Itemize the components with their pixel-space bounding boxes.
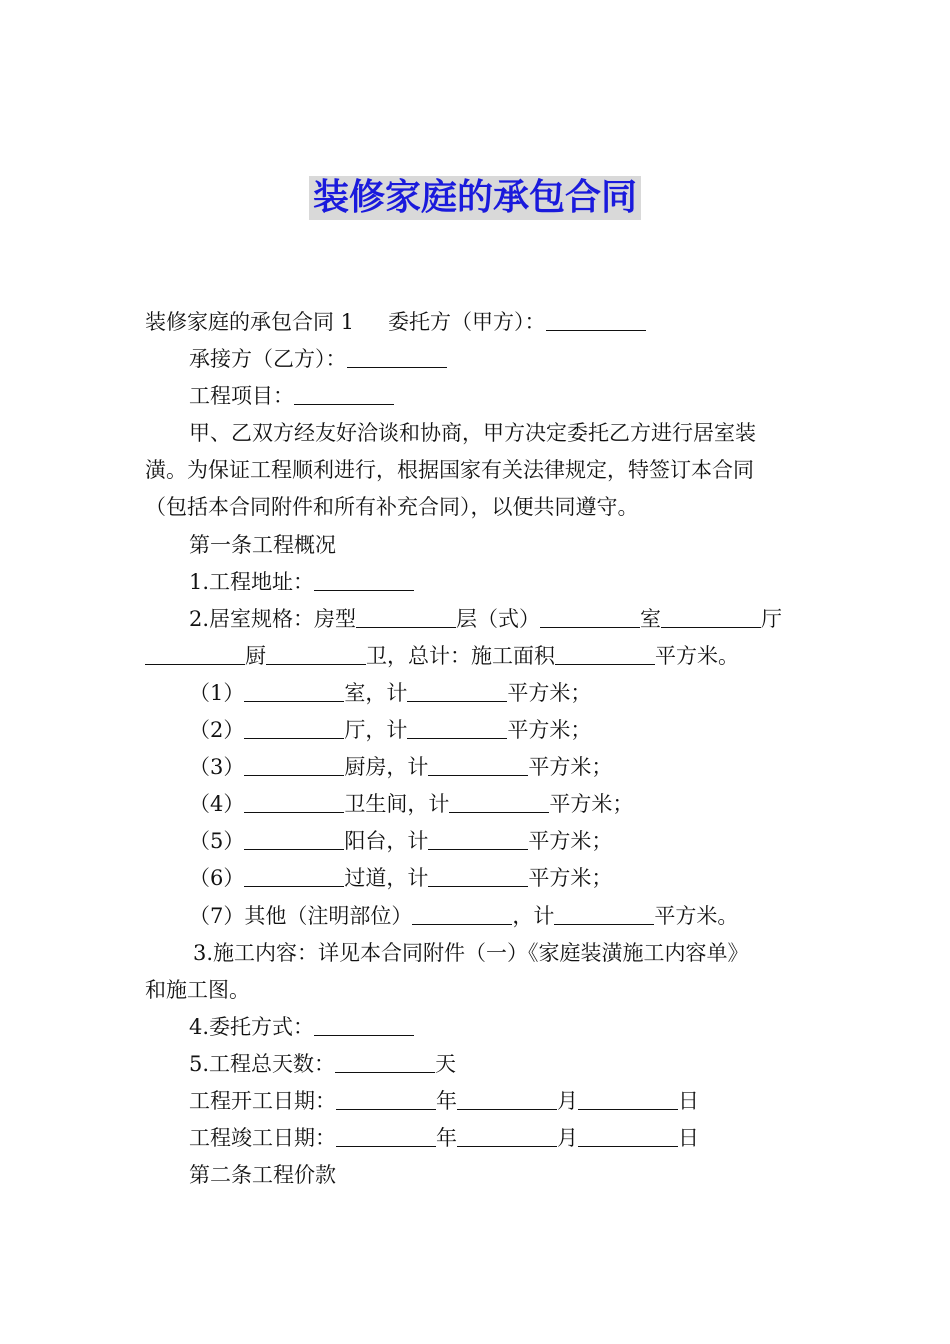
line-text: 承接方（乙方）： — [189, 347, 347, 372]
line-text: （7）其他（注明部位） — [189, 903, 413, 928]
document-line — [145, 1009, 810, 1046]
document-line — [145, 415, 810, 452]
fill-in-blank[interactable] — [578, 1124, 678, 1147]
fill-in-blank[interactable] — [578, 1087, 678, 1110]
document-line — [145, 638, 810, 675]
fill-in-blank[interactable] — [356, 605, 456, 628]
line-text: 平方米； — [528, 866, 613, 891]
fill-in-blank[interactable] — [661, 605, 761, 628]
document-line — [145, 898, 810, 935]
document-title: 装修家庭的承包合同 — [309, 176, 641, 220]
fill-in-blank[interactable] — [314, 1013, 414, 1036]
line-text: 4.委托方式： — [189, 1014, 315, 1039]
fill-in-blank[interactable] — [428, 753, 528, 776]
line-text: 平方米； — [528, 755, 613, 780]
document-line — [145, 527, 810, 564]
fill-in-blank[interactable] — [244, 679, 344, 702]
line-text: 层（式） — [456, 606, 541, 631]
fill-in-blank[interactable] — [347, 345, 447, 368]
fill-in-blank[interactable] — [314, 568, 414, 591]
line-text: 3.施工内容：详见本合同附件（一）《家庭装潢施工内容单》 — [193, 940, 749, 965]
line-text: 室，计 — [344, 680, 408, 705]
line-text: 月 — [557, 1126, 578, 1151]
line-text: 厨房，计 — [344, 755, 429, 780]
document-line — [145, 860, 810, 897]
fill-in-blank[interactable] — [457, 1124, 557, 1147]
line-text: 卫生间，计 — [344, 792, 450, 817]
document-line — [145, 378, 810, 415]
line-text: 和施工图。 — [145, 977, 250, 1002]
fill-in-blank[interactable] — [407, 679, 507, 702]
line-text: 平方米； — [549, 792, 634, 817]
line-text: （6） — [189, 866, 245, 891]
document-line — [145, 749, 810, 786]
fill-in-blank[interactable] — [335, 1050, 435, 1073]
line-text: 天 — [435, 1051, 457, 1076]
document-line — [145, 1083, 810, 1120]
document-line — [145, 675, 810, 712]
fill-in-blank[interactable] — [540, 605, 640, 628]
line-text: 工程项目： — [189, 384, 294, 409]
line-text: 年 — [436, 1126, 457, 1151]
line-text: 1.工程地址： — [189, 569, 315, 594]
fill-in-blank[interactable] — [294, 382, 394, 405]
line-text: （3） — [189, 755, 245, 780]
fill-in-blank[interactable] — [412, 902, 512, 925]
document-line — [145, 489, 810, 526]
line-text: 厨 — [245, 643, 266, 668]
line-text: 卫，总计：施工面积 — [366, 643, 555, 668]
line-text: 过道，计 — [344, 866, 429, 891]
document-body — [145, 304, 810, 1194]
fill-in-blank[interactable] — [244, 716, 344, 739]
line-text: 第二条工程价款 — [189, 1163, 336, 1188]
fill-in-blank[interactable] — [457, 1087, 557, 1110]
line-text: 厅，计 — [344, 718, 408, 743]
document-line — [145, 1046, 810, 1083]
fill-in-blank[interactable] — [244, 753, 344, 776]
line-text: 阳台，计 — [344, 829, 429, 854]
fill-in-blank[interactable] — [244, 864, 344, 887]
line-text: 工程竣工日期： — [189, 1126, 336, 1151]
fill-in-blank[interactable] — [244, 827, 344, 850]
document-line — [145, 712, 810, 749]
line-text: 5.工程总天数： — [189, 1051, 336, 1076]
fill-in-blank[interactable] — [336, 1124, 436, 1147]
line-text: 厅 — [761, 606, 783, 631]
line-text: （5） — [189, 829, 245, 854]
line-text: 日 — [678, 1126, 699, 1151]
line-text: 委托方（甲方）： — [388, 310, 546, 334]
line-text: 年 — [436, 1088, 457, 1113]
document-line — [145, 341, 810, 378]
document-line — [145, 452, 810, 489]
line-text: 室 — [640, 606, 662, 631]
fill-in-blank[interactable] — [407, 716, 507, 739]
document-line — [145, 601, 810, 638]
fill-in-blank[interactable] — [244, 790, 344, 813]
line-text: 平方米； — [507, 680, 592, 705]
line-text: 平方米； — [507, 718, 592, 743]
fill-in-blank[interactable] — [266, 642, 366, 665]
line-text: （包括本合同附件和所有补充合同），以便共同遵守。 — [145, 495, 639, 520]
line-text: （4） — [189, 792, 245, 817]
fill-in-blank[interactable] — [336, 1087, 436, 1110]
line-text: 工程开工日期： — [189, 1088, 336, 1113]
title-wrap — [0, 176, 950, 220]
line-text: 甲、乙双方经友好洽谈和协商，甲方决定委托乙方进行居室装 — [189, 421, 756, 446]
line-text: 潢。为保证工程顺利进行，根据国家有关法律规定，特签订本合同 — [145, 458, 754, 483]
fill-in-blank[interactable] — [555, 642, 655, 665]
line-text: 日 — [678, 1088, 699, 1113]
document-line — [145, 972, 810, 1009]
fill-in-blank[interactable] — [428, 864, 528, 887]
document-line — [145, 935, 810, 972]
fill-in-blank[interactable] — [145, 642, 245, 665]
fill-in-blank[interactable] — [554, 902, 654, 925]
line-text: 2.居室规格：房型 — [189, 606, 357, 631]
document-line — [145, 1120, 810, 1157]
line-text: 第一条工程概况 — [189, 532, 336, 557]
line-text: 平方米。 — [654, 903, 739, 928]
document-line — [145, 564, 810, 601]
fill-in-blank[interactable] — [428, 827, 528, 850]
line-text: （1） — [189, 680, 245, 705]
line-text: ，计 — [512, 903, 555, 928]
line-text: 装修家庭的承包合同 1 — [145, 310, 355, 334]
document-line — [145, 823, 810, 860]
line-text: 平方米； — [528, 829, 613, 854]
fill-in-blank[interactable] — [546, 308, 646, 331]
line-text: 月 — [557, 1088, 578, 1113]
document-line — [145, 786, 810, 823]
line-text: 平方米。 — [655, 643, 739, 668]
fill-in-blank[interactable] — [449, 790, 549, 813]
document-line — [145, 1157, 810, 1194]
line-text: （2） — [189, 718, 245, 743]
document-line — [145, 304, 810, 341]
